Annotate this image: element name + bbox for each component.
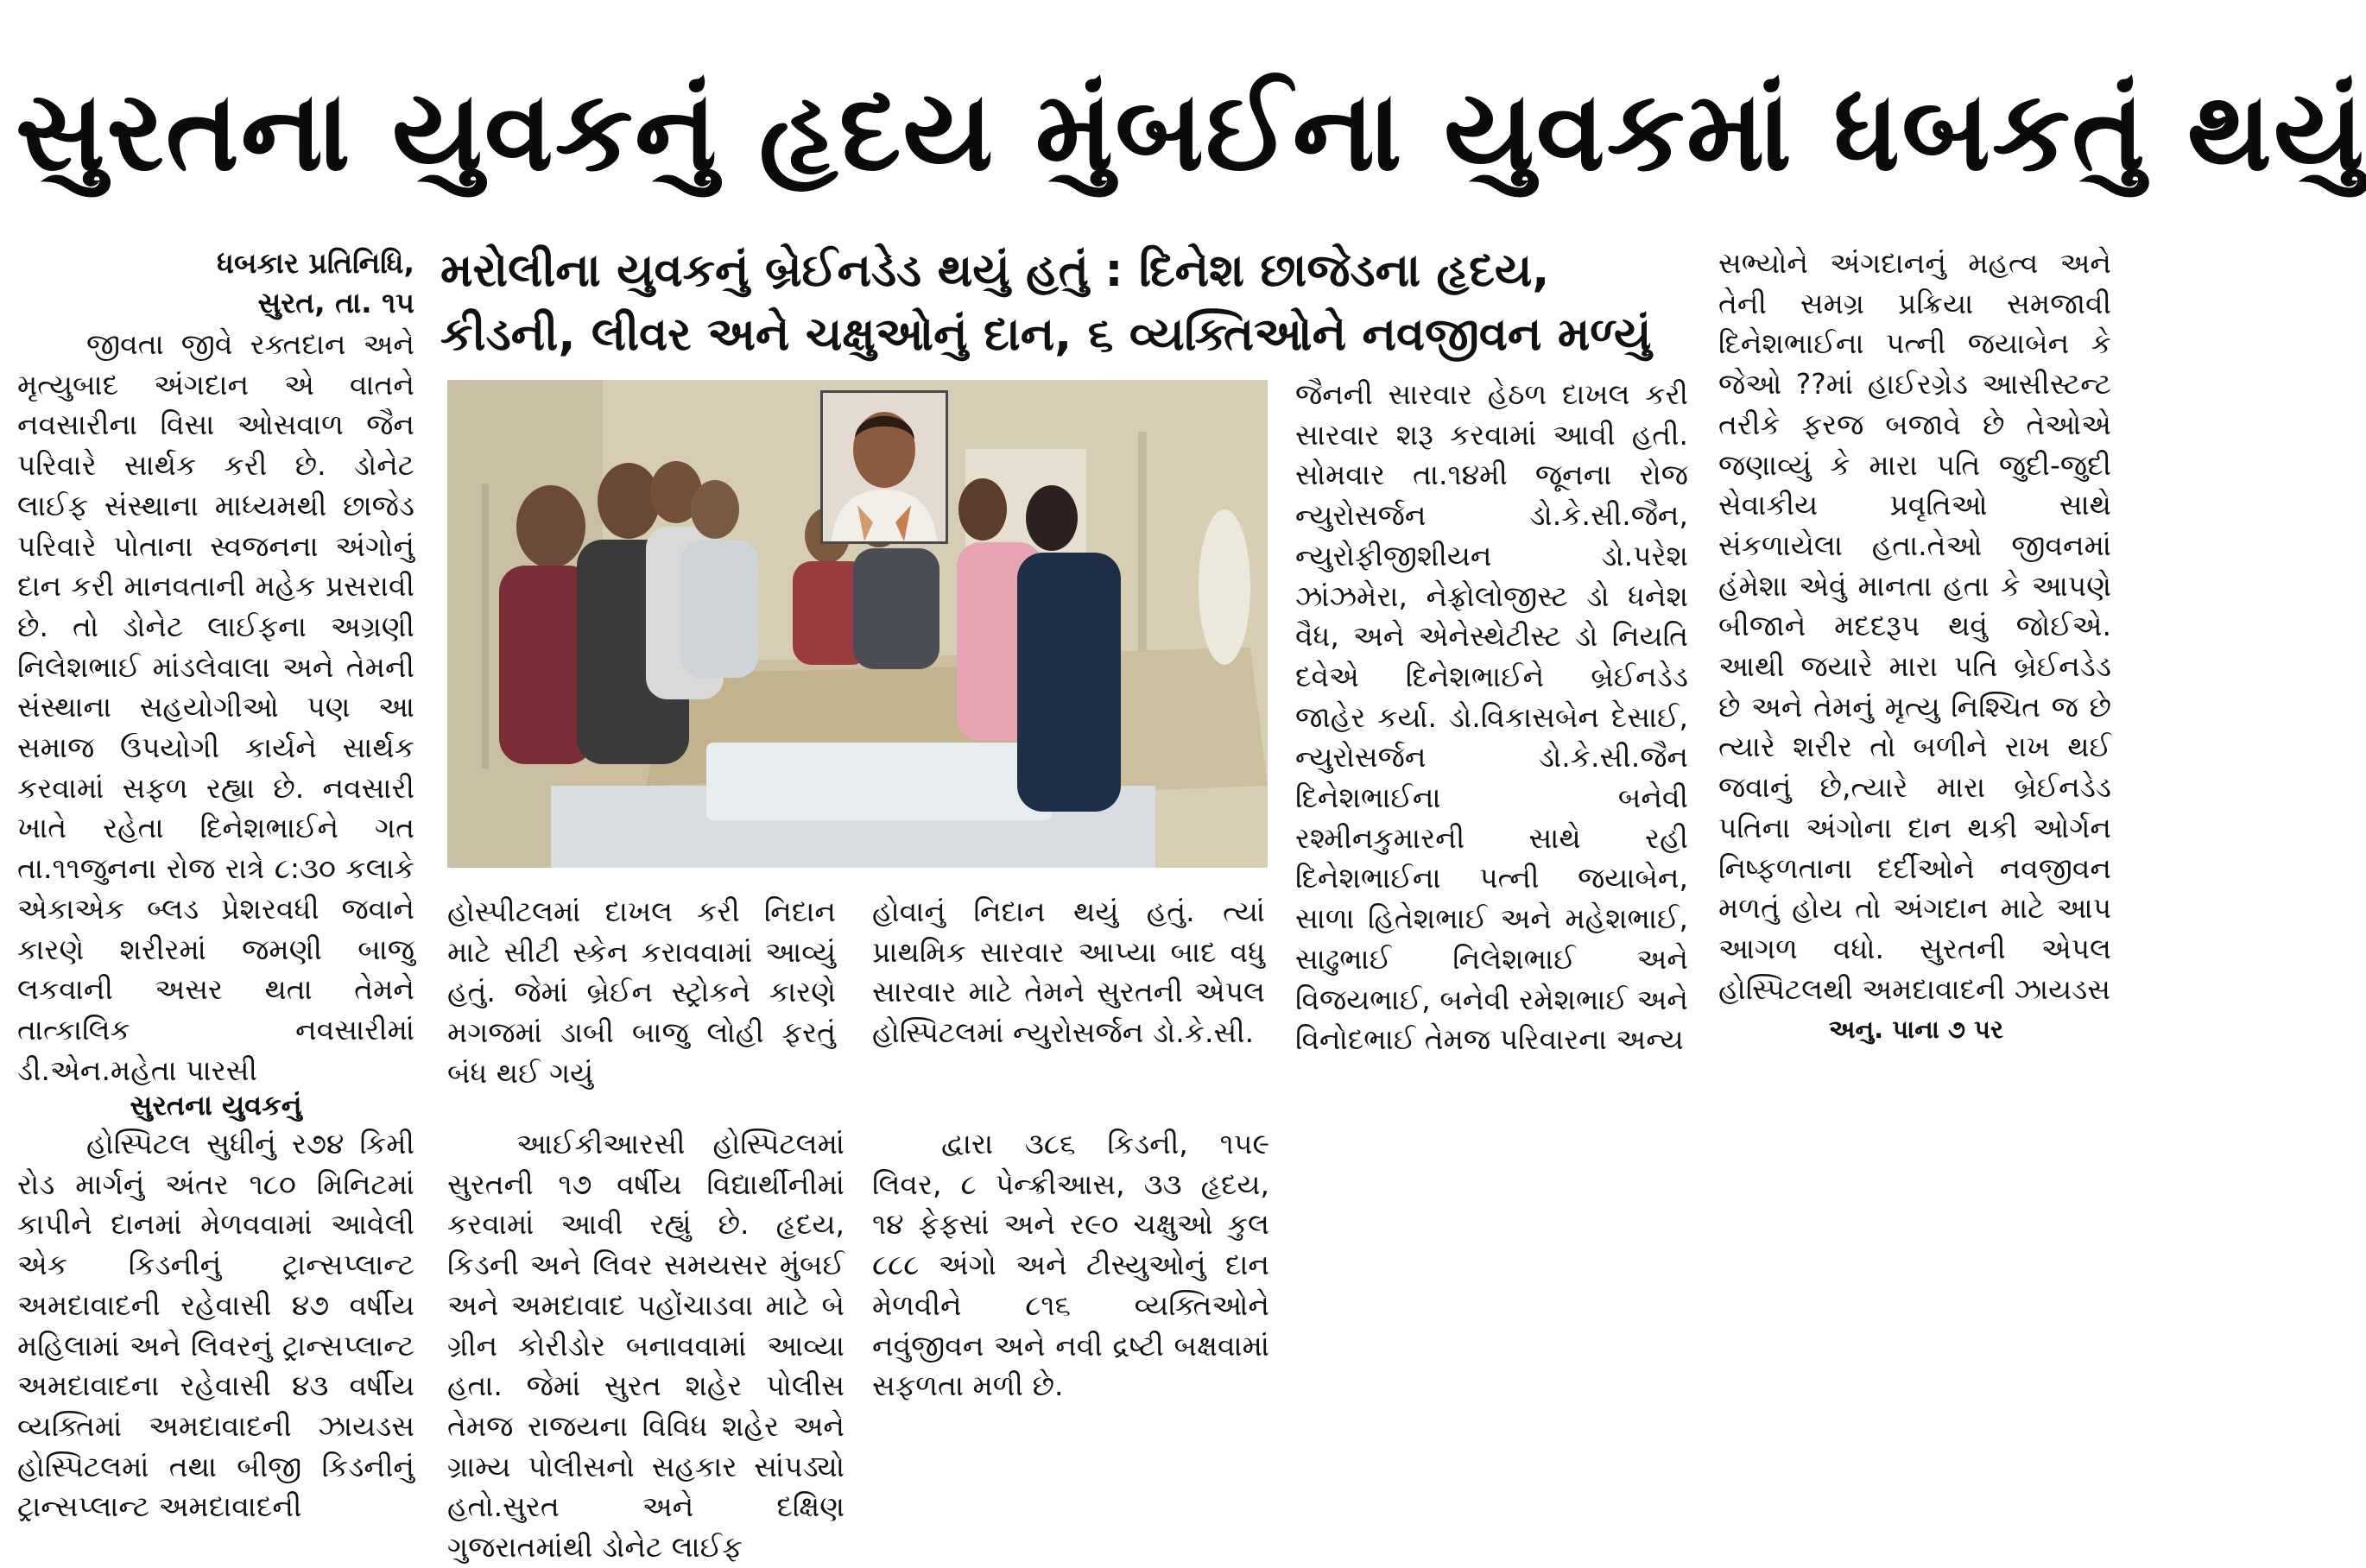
- portrait-inset: [820, 390, 948, 544]
- article-column-4: જૈનની સારવાર હેઠળ દાખલ કરી સારવાર શરૂ કરવામાં આવી હતી. સોમવાર તા.૧૪મી જૂનના રોજ ન્યુરોસર્જન ડો.કે.સી.જૈન, ન્યુરોફીજીશીયન ડો.પરેશ ઝાંઝમેરા, નેફ્રોલોજીસ્ટ ડો ધનેશ વૈધ, અને એનેસ્થેટીસ્ટ ડો નિયતિ દવેએ દિનેશભાઈને બ્રેઈનડેડ જાહેર કર્યા. ડો.વિકાસબેન દેસાઈ, ન્યુરોસર્જન ડો.કે.સી.જૈન દિનેશભાઈના બનેવી રશ્મીનકુમારની સાથે રહી દિનેશભાઈના પત્ની જયાબેન, સાળા હિતેશભાઈ અને મહેશભાઈ, સાઢુભાઈ નિલેશભાઈ અને વિજયભાઈ, બનેવી રમેશભાઈ અને વિનોદભાઈ તેમજ પરિવારના અન્ય: [1295, 377, 1688, 1057]
- byline: [17, 243, 414, 323]
- continuation-column-1: હોસ્પિટલ સુધીનું ર૭૪ કિમી રોડ માર્ગનું અંતર ૧૮૦ મિનિટમાં કાપીને દાનમાં મેળવવામાં આવેલી એક કિડનીનું ટ્રાન્સપ્લાન્ટ અમદાવાદની રહેવાસી ૪૭ વર્ષીય મહિલામાં અને લિવરનું ટ્રાન્સપ્લાન્ટ અમદાવાદના રહેવાસી ૪૩ વર્ષીય વ્યક્તિમાં અમદાવાદની ઝાયડસ હોસ્પિટલમાં તથા બીજી કિડનીનું ટ્રાન્સપ્લાન્ટ અમદાવાદની: [17, 1127, 414, 1524]
- continuation-column-3: દ્વારા ૩૮૬ કિડની, ૧૫૯ લિવર, ૮ પેન્ક્રીઆસ, ૩૩ હૃદય, ૧૪ ફેફસાં અને ર૯૦ ચક્ષુઓ કુલ ૮૮૮ અંગો અને ટીસ્યુઓનું દાન મેળવીને ૮૧૬ વ્યક્તિઓને નવુંજીવન અને નવી દ્રષ્ટી બક્ષવામાં સફળતા મળી છે.: [872, 1127, 1269, 1403]
- article-column-3: હોવાનું નિદાન થયું હતું. ત્યાં પ્રાથમિક સારવાર આપ્યા બાદ વધુ સારવાર માટે તેમને સુરતની એપલ હોસ્પિટલમાં ન્યુરોસર્જન ડો.કે.સી.: [872, 895, 1265, 1050]
- article-column-2: હોસ્પીટલમાં દાખલ કરી નિદાન માટે સીટી સ્કેન કરાવવામાં આવ્યું હતું. જેમાં બ્રેઈન સ્ટ્રોકને કારણે મગજમાં ડાબી બાજુ લોહી ફરતું બંધ થઈ ગયું: [447, 895, 836, 1090]
- byline-correspondent: ધબકાર પ્રતિનિધિ,: [217, 246, 414, 280]
- subheadline-line-1: મરોલીના યુવકનું બ્રેઈનડેડ થયું હતું : દિનેશ છાજેડના હૃદય,: [440, 244, 1550, 297]
- continued-on-page-note: અનુ. પાના ૭ પર: [1828, 1015, 2003, 1044]
- article-column-5: સભ્યોને અંગદાનનું મહત્વ અને તેની સમગ્ર પ્રક્રિયા સમજાવી દિનેશભાઈના પત્ની જયાબેન કે જેઓ ??માં હાઈરગ્રેડ આસીસ્ટન્ટ તરીકે ફરજ બજાવે છે તેઓએ જણાવ્યું કે મારા પતિ જુદી-જુદી સેવાકીય પ્રવૃતિઓ સાથે સંકળાયેલા હતા.તેઓ જીવનમાં હંમેશા એવું માનતા હતા કે આપણે બીજાને મદદરૂપ થવું જોઈએ. આથી જયારે મારા પતિ બ્રેઈનડેડ છે અને તેમનું મૃત્યુ નિશ્ચિત જ છે ત્યારે શરીર તો બળીને રાખ થઈ જવાનું છે,ત્યારે મારા બ્રેઈનડેડ પતિના અંગોના દાન થકી ઓર્ગન નિષ્ફળતાના દર્દીઓને નવજીવન મળતું હોય તો અંગદાન માટે આપ આગળ વધો. સુરતની એપલ હોસ્પિટલથી અમદાવાદની ઝાયડસ: [1718, 246, 2111, 1006]
- continuation-column-2: આઈકીઆરસી હોસ્પિટલમાં સુરતની ૧૭ વર્ષીય વિદ્યાર્થીનીમાં કરવામાં આવી રહ્યું છે. હૃદય, કિડની અને લિવર સમયસર મુંબઈ અને અમદાવાદ પહોંચાડવા માટે બે ગ્રીન કોરીડોર બનાવવામાં આવ્યા હતા. જેમાં સુરત શહેર પોલીસ તેમજ રાજયના વિવિધ શહેર અને ગ્રામ્ય પોલીસનો સહકાર સાંપડ્યો હતો.સુરત અને દક્ષિણ ગુજરાતમાંથી ડોનેટ લાઈફ: [447, 1127, 845, 1565]
- portrait-image: [823, 393, 946, 541]
- headline: સુરતના યુવકનું હૃદય મુંબઈના યુવકમાં ધબકતું થયું: [16, 67, 2366, 196]
- byline-place-date: સુરત, તા. ૧૫: [257, 286, 414, 319]
- article-column-1: જીવતા જીવે રક્તદાન અને મૃત્યુબાદ અંગદાન એ વાતને નવસારીના વિસા ઓસવાળ જૈન પરિવારે સાર્થક કરી છે. ડોનેટ લાઈફ સંસ્થાના માધ્યમથી છાજેડ પરિવારે પોતાના સ્વજનના અંગોનું દાન કરી માનવતાની મહેક પ્રસરાવી છે. તો ડોનેટ લાઈફના અગ્રણી નિલેશભાઈ માંડલેવાલા અને તેમની સંસ્થાના સહયોગીઓ પણ આ સમાજ ઉપયોગી કાર્યને સાર્થક કરવામાં સફળ રહ્યા છે. નવસારી ખાતે રહેતા દિનેશભાઈને ગત તા.૧૧જુનના રોજ રાત્રે ૮:૩૦ કલાકે એકાએક બ્લડ પ્રેશરવધી જવાને કારણે શરીરમાં જમણી બાજુ લકવાની અસર થતા તેમને તાત્કાલિક નવસારીમાં ડી.એન.મહેતા પારસી: [17, 327, 414, 1087]
- continuation-kicker: સુરતના યુવકનું: [130, 1089, 302, 1122]
- subheadline-line-2: કીડની, લીવર અને ચક્ષુઓનું દાન, ૬ વ્યક્તિઓને નવજીવન મળ્યું: [440, 308, 1652, 361]
